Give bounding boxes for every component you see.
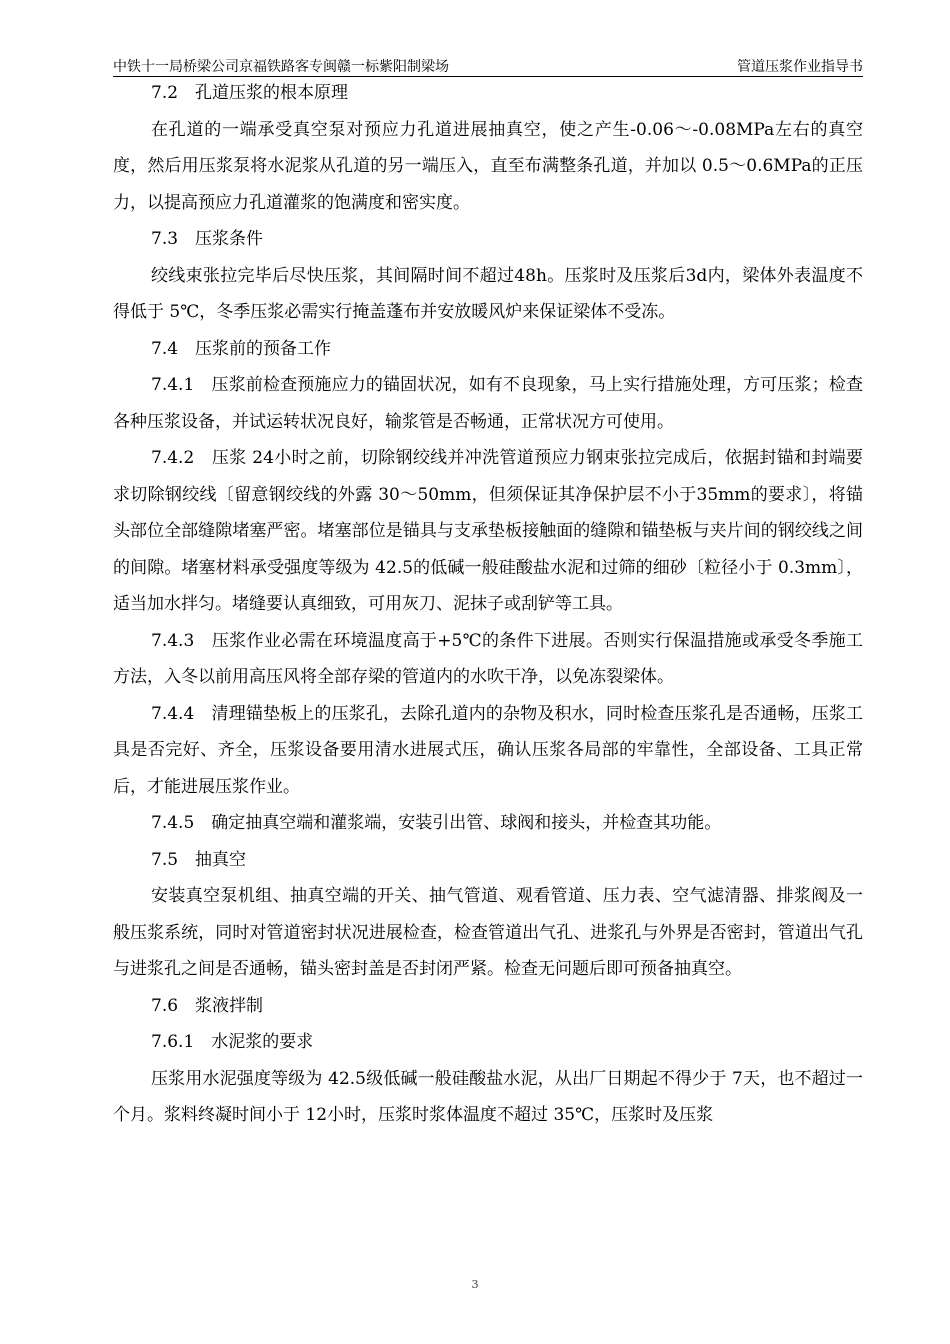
section-heading-7-5: 7.5 抽真空 <box>151 849 247 870</box>
header-document-title: 管道压浆作业指导书 <box>737 59 863 75</box>
page-header <box>113 54 863 77</box>
paragraph-principle: 在孔道的一端承受真空泵对预应力孔道进展抽真空，使之产生-0.06～-0.08MPa左右的真空度，然后用压浆泵将水泥浆从孔道的另一端压入，直至布满整条孔道，并加以 0.5～0.6MPa的正压力，以提高预应力孔道灌浆的饱满度和密实度。 <box>113 119 863 213</box>
paragraph-7-4-1: 7.4.1 压浆前检查预施应力的锚固状况，如有不良现象，马上实行措施处理，方可压浆；检查各种压浆设备，并试运转状况良好，输浆管是否畅通，正常状况方可使用。 <box>113 375 863 432</box>
document-body <box>113 75 863 1134</box>
section-heading-7-4: 7.4 压浆前的预备工作 <box>151 338 332 359</box>
section-heading-7-6-1: 7.6.1 水泥浆的要求 <box>151 1032 314 1052</box>
paragraph-7-4-2: 7.4.2 压浆 24小时之前，切除钢绞线并冲洗管道预应力钢束张拉完成后，依据封锚和封端要求切除钢绞线〔留意钢绞线的外露 30～50mm，但须保证其净保护层不小于35mm的要求〕，将锚头部位全部缝隙堵塞严密。堵塞部位是锚具与支承垫板接触面的缝隙和锚垫板与夹片间的钢绞线之间的间隙。堵塞材料承受强度等级为 42.5的低碱一般硅酸盐水泥和过筛的细砂〔粒径小于 0.3mm〕，适当加水拌匀。堵缝要认真细致，可用灰刀、泥抹子或刮铲等工具。 <box>113 448 863 614</box>
header-project-name: 中铁十一局桥梁公司京福铁路客专闽赣一标紫阳制梁场 <box>113 59 449 75</box>
page-number: 3 <box>471 1278 479 1291</box>
paragraph-cement-requirements: 压浆用水泥强度等级为 42.5级低碱一般硅酸盐水泥，从出厂日期起不得少于 7天，也不超过一个月。浆料终凝时间小于 12小时，压浆时浆体温度不超过 35℃，压浆时及压浆 <box>113 1068 863 1125</box>
paragraph-7-4-5: 7.4.5 确定抽真空端和灌浆端，安装引出管、球阀和接头，并检查其功能。 <box>151 813 722 833</box>
paragraph-7-4-3: 7.4.3 压浆作业必需在环境温度高于+5℃的条件下进展。否则实行保温措施或承受冬季施工方法，入冬以前用高压风将全部存梁的管道内的水吹干净，以免冻裂梁体。 <box>113 630 863 687</box>
paragraph-7-4-4: 7.4.4 清理锚垫板上的压浆孔，去除孔道内的杂物及积水，同时检查压浆孔是否通畅，压浆工具是否完好、齐全，压浆设备要用清水进展式压，确认压浆各局部的牢靠性，全部设备、工具正常后，才能进展压浆作业。 <box>113 703 863 797</box>
section-heading-7-3: 7.3 压浆条件 <box>151 229 264 249</box>
paragraph-conditions: 绞线束张拉完毕后尽快压浆，其间隔时间不超过48h。压浆时及压浆后3d内，梁体外表温度不得低于 5℃，冬季压浆必需实行掩盖蓬布并安放暖风炉来保证梁体不受冻。 <box>113 265 863 322</box>
section-heading-7-6: 7.6 浆液拌制 <box>151 995 264 1016</box>
section-heading-7-2: 7.2 孔道压浆的根本原理 <box>151 83 349 103</box>
paragraph-vacuum: 安装真空泵机组、抽真空端的开关、抽气管道、观看管道、压力表、空气滤清器、排浆阀及一般压浆系统，同时对管道密封状况进展检查，检查管道出气孔、进浆孔与外界是否密封，管道出气孔与进浆孔之间是否通畅，锚头密封盖是否封闭严紧。检查无问题后即可预备抽真空。 <box>113 886 863 979</box>
